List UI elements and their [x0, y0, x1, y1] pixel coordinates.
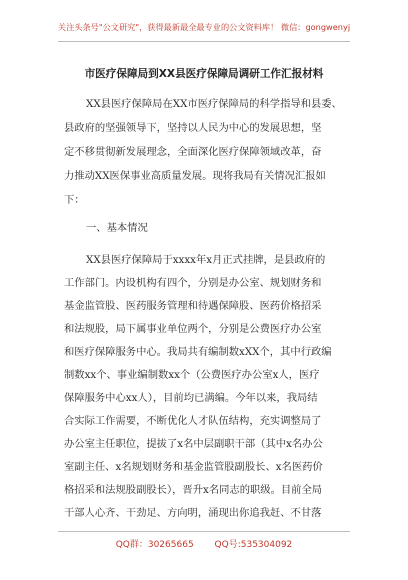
intro-line: 定不移贯彻新发展理念，全面深化医疗保障领域改革，奋	[64, 146, 322, 158]
footer	[0, 537, 408, 550]
intro-line: 县政府的坚强领导下，坚持以人民为中心的发展思想，坚	[64, 122, 322, 134]
body-line: 和法规股，局下属事业单位两个，分别是公费医疗办公室	[64, 323, 322, 335]
footer-qq-number: QQ号:535304092	[214, 540, 293, 550]
intro-line: XX县医疗保障局在XX市医疗保障局的科学指导和县委、	[86, 98, 342, 110]
body-line: 办公室主任职位，提拔了x名中层副职干部（其中x名办公	[64, 438, 323, 450]
footer-divider	[58, 531, 350, 532]
header-notice: 关注头条号"公文研究"，获得最新最全最专业的公文资料库！ 微信：gongwenyj	[57, 22, 351, 32]
document-title: 市医疗保障局到XX县医疗保障局调研工作汇报材料	[84, 68, 324, 80]
intro-line: 力推动XX医保事业高质量发展。现将我局有关情况汇报如	[64, 170, 326, 182]
body-line: 干部人心齐、干劲足、方向明，涌现出你追我赶、不甘落	[64, 507, 322, 519]
body-line: 格招采和法规股副股长），晋升x名同志的职级。目前全局	[64, 484, 323, 496]
intro-line: 下：	[64, 194, 85, 206]
body-line: 工作部门。内设机构有四个，分别是办公室、规划财务和	[64, 277, 322, 289]
body-line: XX县医疗保障局于xxxx年x月正式挂牌，是县政府的	[86, 254, 326, 266]
header-divider	[58, 41, 350, 42]
body-line: 和医疗保障服务中心。我局共有编制数xXX个，其中行政编	[64, 346, 332, 358]
section-heading: 一、基本情况	[86, 222, 148, 234]
footer-qq-group: QQ群：30265665	[115, 540, 194, 550]
body-line: 保障服务中心xx人），目前均已满编。今年以来，我局结	[64, 392, 318, 404]
body-line: 合实际工作需要，不断优化人才队伍结构，充实调整局了	[64, 415, 322, 427]
body-line: 室副主任、x名规划财务和基金监管股副股长、x名医药价	[64, 461, 323, 473]
body-line: 制数xx个、事业编制数xx个（公费医疗办公室x人，医疗	[64, 369, 320, 381]
body-line: 基金监管股、医药服务管理和待遇保障股、医药价格招采	[64, 300, 322, 312]
